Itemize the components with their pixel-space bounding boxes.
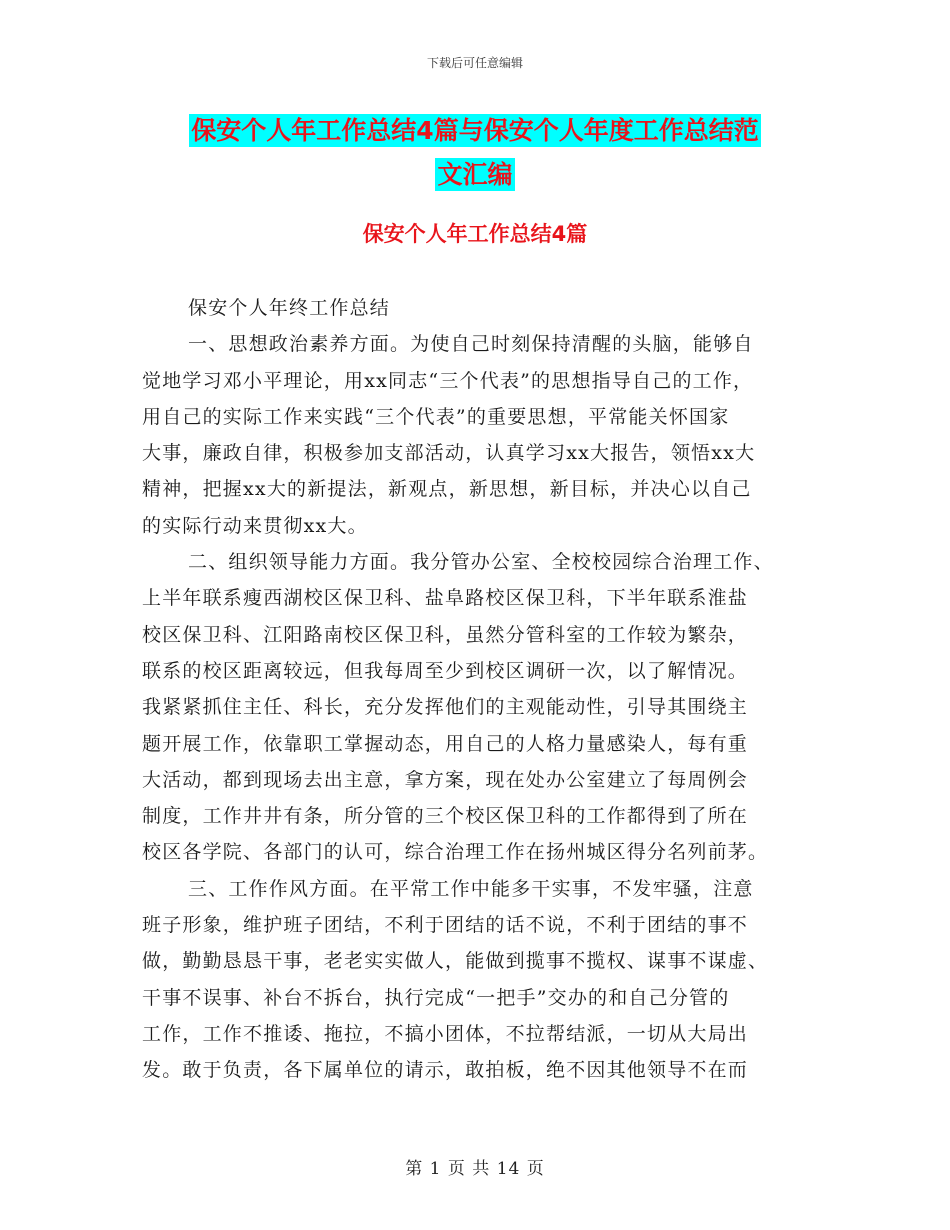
- document-title-text-1: 保安个人年工作总结4篇与保安个人年度工作总结范: [191, 116, 759, 145]
- body-line: 制度，工作井井有条，所分管的三个校区保卫科的工作都得到了所在: [142, 805, 749, 828]
- section-title: 保安个人年工作总结4篇: [362, 222, 588, 246]
- document-title-text-2: 文汇编: [437, 160, 513, 189]
- body-line: 校区保卫科、江阳路南校区保卫科，虽然分管科室的工作较为繁杂，: [142, 623, 749, 646]
- body-line: 上半年联系瘦西湖校区保卫科、盐阜路校区保卫科，下半年联系淮盐: [142, 587, 749, 610]
- body-line: 校区各学院、各部门的认可，综合治理工作在扬州城区得分名列前茅。: [142, 841, 769, 864]
- body-line: 大活动，都到现场去出主意，拿方案，现在处办公室建立了每周例会: [142, 768, 749, 791]
- body-line: 的实际行动来贯彻xx大。: [142, 514, 368, 537]
- body-line: 三、工作作风方面。在平常工作中能多干实事，不发牢骚，注意: [188, 877, 754, 900]
- body-line: 用自己的实际工作来实践“三个代表”的重要思想，平常能关怀国家: [142, 405, 730, 428]
- body-line: 做，勤勤恳恳干事，老老实实做人，能做到揽事不揽权、谋事不谋虚、: [142, 950, 769, 973]
- body-line: 大事，廉政自律，积极参加支部活动，认真学习xx大报告，领悟xx大: [142, 442, 756, 465]
- page-footer: 第 1 页 共 14 页: [405, 1159, 545, 1179]
- body-line: 一、思想政治素养方面。为使自己时刻保持清醒的头脑，能够自: [188, 333, 754, 356]
- document-body: [142, 290, 812, 1089]
- document-title-line-2: [0, 154, 950, 196]
- body-line: 工作，工作不推诿、拖拉，不搞小团体，不拉帮结派，一切从大局出: [142, 1022, 749, 1045]
- body-line: 题开展工作，依靠职工掌握动态，用自己的人格力量感染人，每有重: [142, 732, 749, 755]
- header-note: 下载后可任意编辑: [426, 56, 523, 70]
- body-line: 发。敢于负责，各下属单位的请示，敢拍板，绝不因其他领导不在而: [142, 1059, 749, 1082]
- body-line: 觉地学习邓小平理论，用xx同志“三个代表”的思想指导自己的工作，: [142, 369, 754, 392]
- document-title-line-1: [0, 110, 950, 152]
- body-line: 精神，把握xx大的新提法，新观点，新思想，新目标，并决心以自己: [142, 478, 752, 501]
- body-line: 保安个人年终工作总结: [188, 297, 391, 319]
- body-line: 联系的校区距离较远，但我每周至少到校区调研一次，以了解情况。: [142, 659, 749, 682]
- body-line: 干事不误事、补台不拆台，执行完成“一把手”交办的和自己分管的: [142, 986, 730, 1009]
- body-line: 班子形象，维护班子团结，不利于团结的话不说，不利于团结的事不: [142, 914, 749, 937]
- body-line: 二、组织领导能力方面。我分管办公室、全校校园综合治理工作、: [188, 551, 774, 574]
- body-line: 我紧紧抓住主任、科长，充分发挥他们的主观能动性，引导其围绕主: [142, 696, 749, 719]
